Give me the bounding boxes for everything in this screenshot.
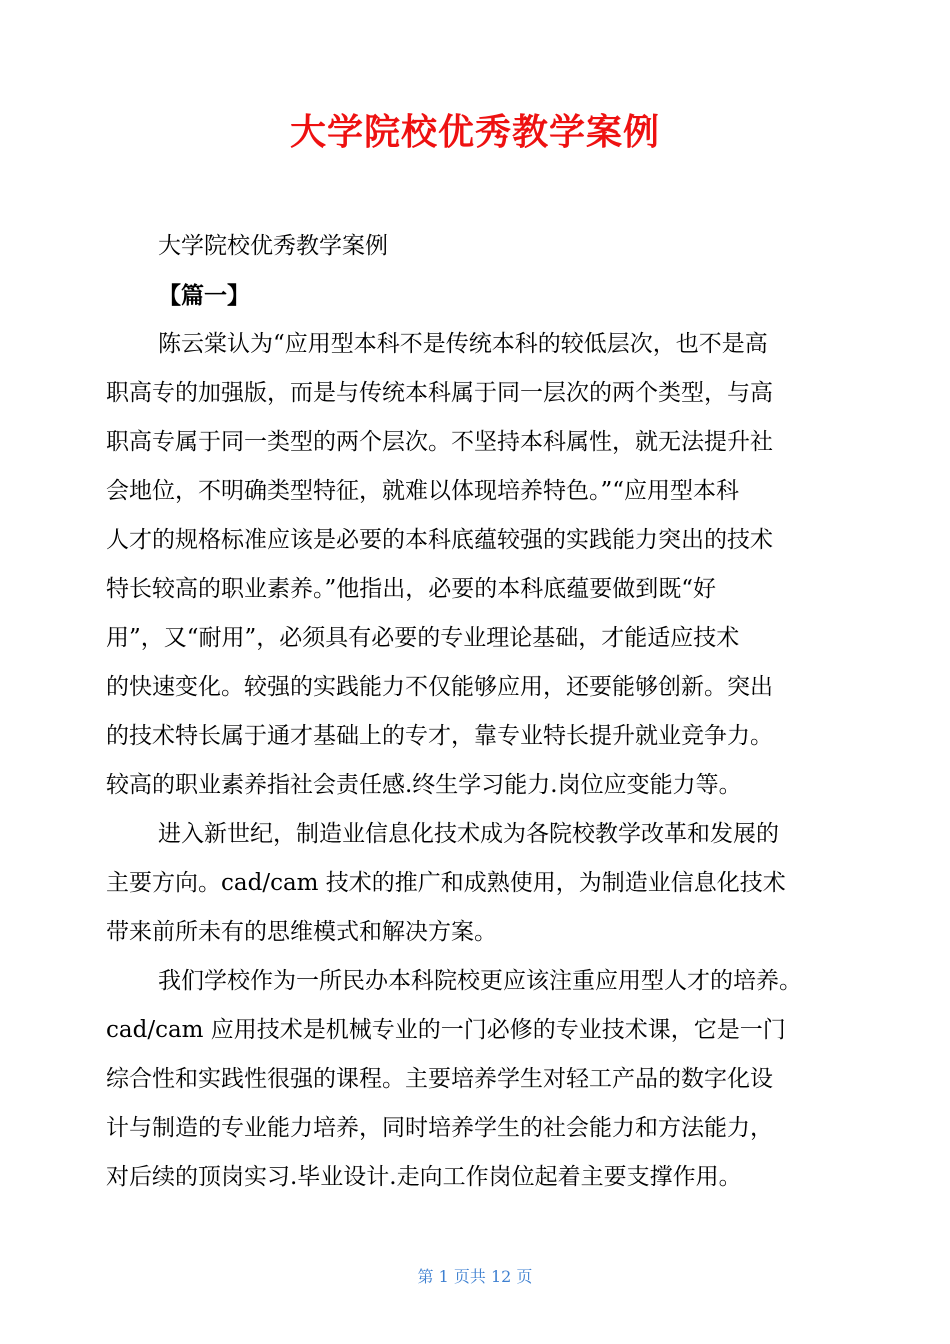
paragraph-line: 特长较高的职业素养。”他指出，必要的本科底蕴要做到既“好: [106, 576, 717, 602]
document-body: [106, 222, 846, 1202]
paragraph-line: 用”，又“耐用”，必须具有必要的专业理论基础，才能适应技术: [106, 625, 740, 651]
paragraph-line: 陈云棠认为“应用型本科不是传统本科的较低层次，也不是高: [158, 331, 768, 357]
paragraph-line: 带来前所未有的思维模式和解决方案。: [106, 919, 497, 945]
paragraph-line: 会地位，不明确类型特征，就难以体现培养特色。”“应用型本科: [106, 478, 740, 504]
paragraph-3: [106, 957, 846, 1202]
paragraph-line: 职高专属于同一类型的两个层次。不坚持本科属性，就无法提升社: [106, 429, 773, 455]
subtitle: 大学院校优秀教学案例: [158, 233, 388, 259]
page-footer: 第 1 页共 12 页: [417, 1267, 533, 1286]
paragraph-line: 主要方向。cad/cam 技术的推广和成熟使用，为制造业信息化技术: [106, 870, 786, 896]
paragraph-line: 对后续的顶岗实习.毕业设计.走向工作岗位起着主要支撑作用。: [106, 1164, 742, 1190]
paragraph-line: cad/cam 应用技术是机械专业的一门必修的专业技术课，它是一门: [106, 1017, 786, 1043]
document-title: 大学院校优秀教学案例: [289, 112, 660, 153]
paragraph-1: [106, 320, 846, 810]
paragraph-line: 的快速变化。较强的实践能力不仅能够应用，还要能够创新。突出: [106, 674, 773, 700]
paragraph-line: 进入新世纪，制造业信息化技术成为各院校教学改革和发展的: [158, 821, 779, 847]
paragraph-line: 较高的职业素养指社会责任感.终生学习能力.岗位应变能力等。: [106, 772, 742, 798]
paragraph-line: 职高专的加强版，而是与传统本科属于同一层次的两个类型，与高: [106, 380, 773, 406]
section-label: 【篇一】: [158, 282, 250, 309]
paragraph-line: 人才的规格标准应该是必要的本科底蕴较强的实践能力突出的技术: [106, 527, 773, 553]
paragraph-line: 的技术特长属于通才基础上的专才，靠专业特长提升就业竞争力。: [106, 723, 773, 749]
paragraph-line: 计与制造的专业能力培养，同时培养学生的社会能力和方法能力，: [106, 1115, 773, 1141]
paragraph-line: 我们学校作为一所民办本科院校更应该注重应用型人才的培养。: [158, 968, 802, 994]
paragraph-2: [106, 810, 846, 957]
paragraph-line: 综合性和实践性很强的课程。主要培养学生对轻工产品的数字化设: [106, 1066, 773, 1092]
